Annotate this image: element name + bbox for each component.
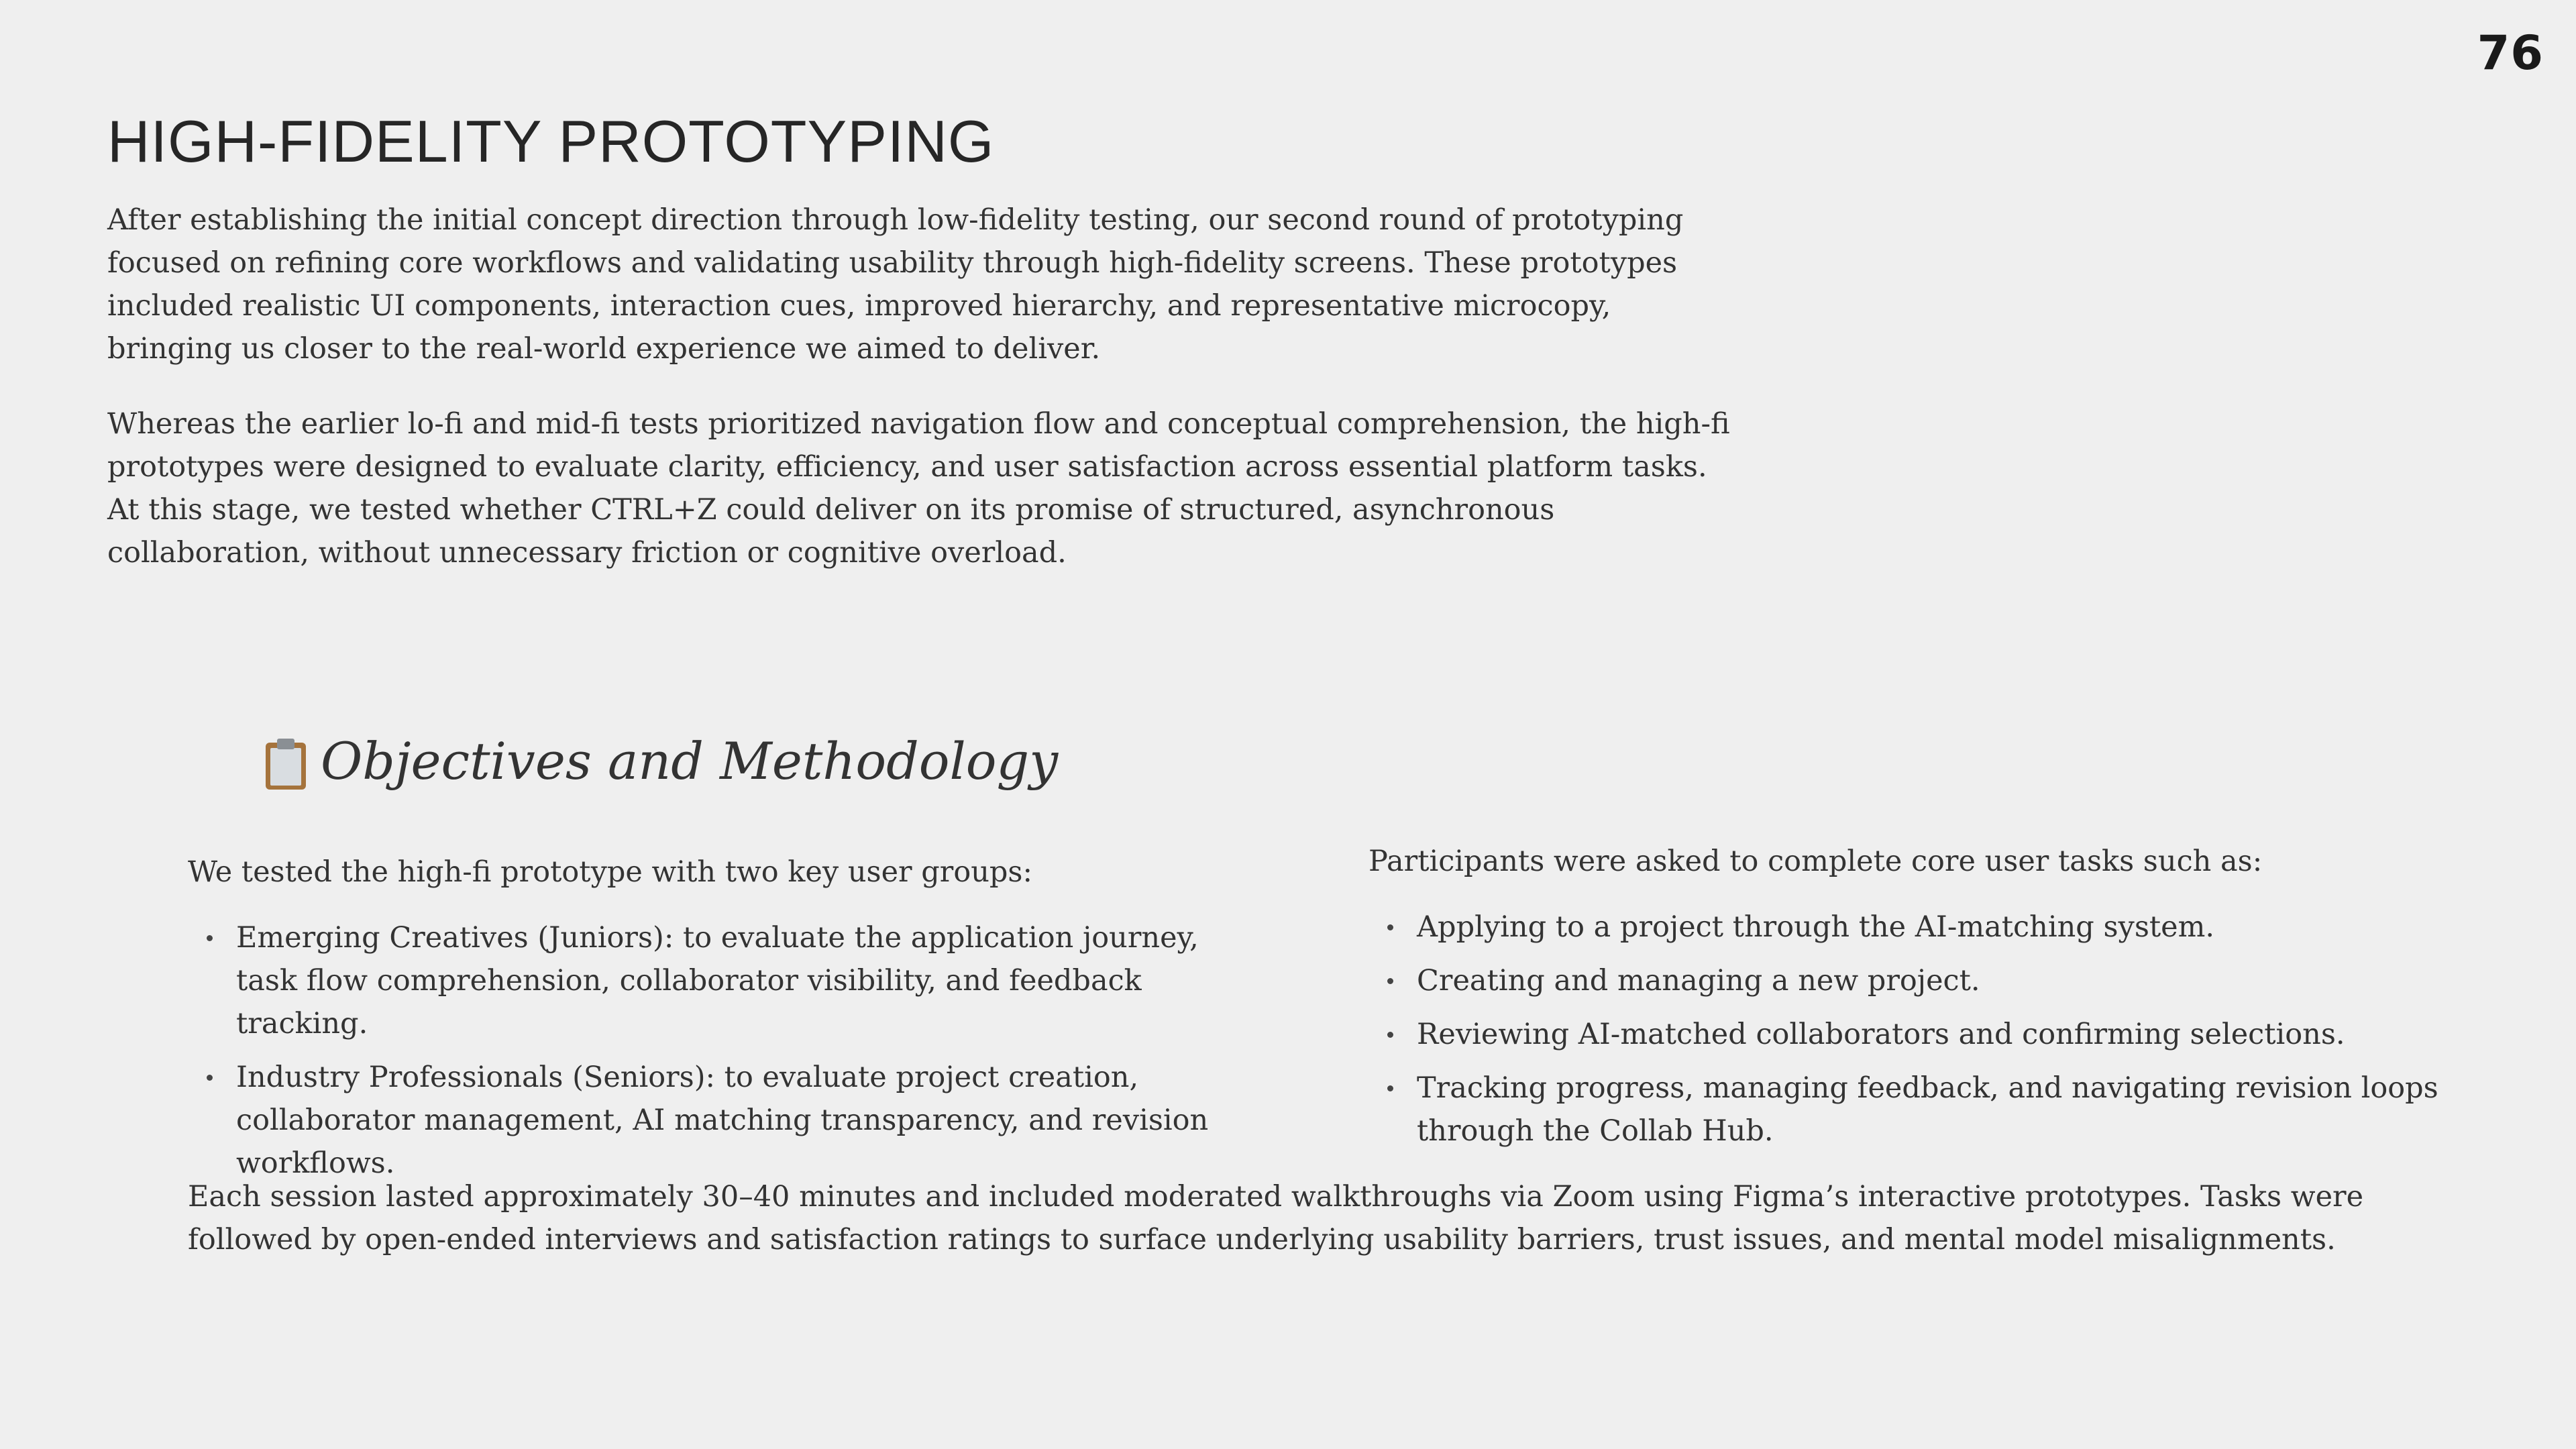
page-number: 76 [2477, 25, 2544, 80]
user-groups-intro: We tested the high-fi prototype with two key user groups: [188, 855, 1032, 889]
intro-paragraph-1: After establishing the initial concept direction through low-fidelity testing, our second round of prototyping focused on refining core workflows and validating usability through high-fidelity screens. These prototypes included realistic UI components, interaction cues, improved hierarchy, and representative microcopy, bringing us closer to the real-world experience we aimed to deliver. [107, 203, 1684, 366]
user-tasks-list [1368, 906, 2455, 1152]
user-tasks-intro: Participants were asked to complete core user tasks such as: [1368, 845, 2263, 878]
list-item: Emerging Creatives (Juniors): to evaluate the application journey, task flow comprehension, collaborator visibility, and feedback tracking. [188, 916, 1234, 1045]
intro-paragraph-2: Whereas the earlier lo-fi and mid-fi tests prioritized navigation flow and conceptual comprehension, the high-fi prototypes were designed to evaluate clarity, efficiency, and user satisfaction across essential platform tasks. At this stage, we tested whether CTRL+Z could deliver on its promise of structured, asynchronous collaboration, without unnecessary friction or cognitive overload. [107, 407, 1730, 570]
list-item: Applying to a project through the AI-matching system. [1368, 906, 2455, 949]
list-item: Creating and managing a new project. [1368, 959, 2455, 1002]
user-tasks-column [1368, 840, 2455, 1163]
list-item: Tracking progress, managing feedback, and navigating revision loops through the Collab Hub. [1368, 1067, 2455, 1152]
section-heading [266, 731, 1058, 791]
closing-paragraph: Each session lasted approximately 30–40 minutes and included moderated walkthroughs via Zoom using Figma’s interactive prototypes. Tasks were followed by open-ended interviews and satisfaction ratings to surface underlying usability barriers, trust issues, and mental model misalignments. [188, 1180, 2364, 1256]
list-item: Reviewing AI-matched collaborators and confirming selections. [1368, 1013, 2455, 1056]
user-groups-column [188, 851, 1234, 1195]
list-item: Industry Professionals (Seniors): to evaluate project creation, collaborator management, AI matching transparency, and revision workflows. [188, 1056, 1234, 1185]
intro-section [107, 199, 1731, 606]
clipboard-icon [266, 737, 306, 790]
section-heading-text: Objectives and Methodology [321, 731, 1059, 791]
page-title: HIGH-FIDELITY PROTOTYPING [107, 108, 995, 174]
user-groups-list [188, 916, 1234, 1185]
